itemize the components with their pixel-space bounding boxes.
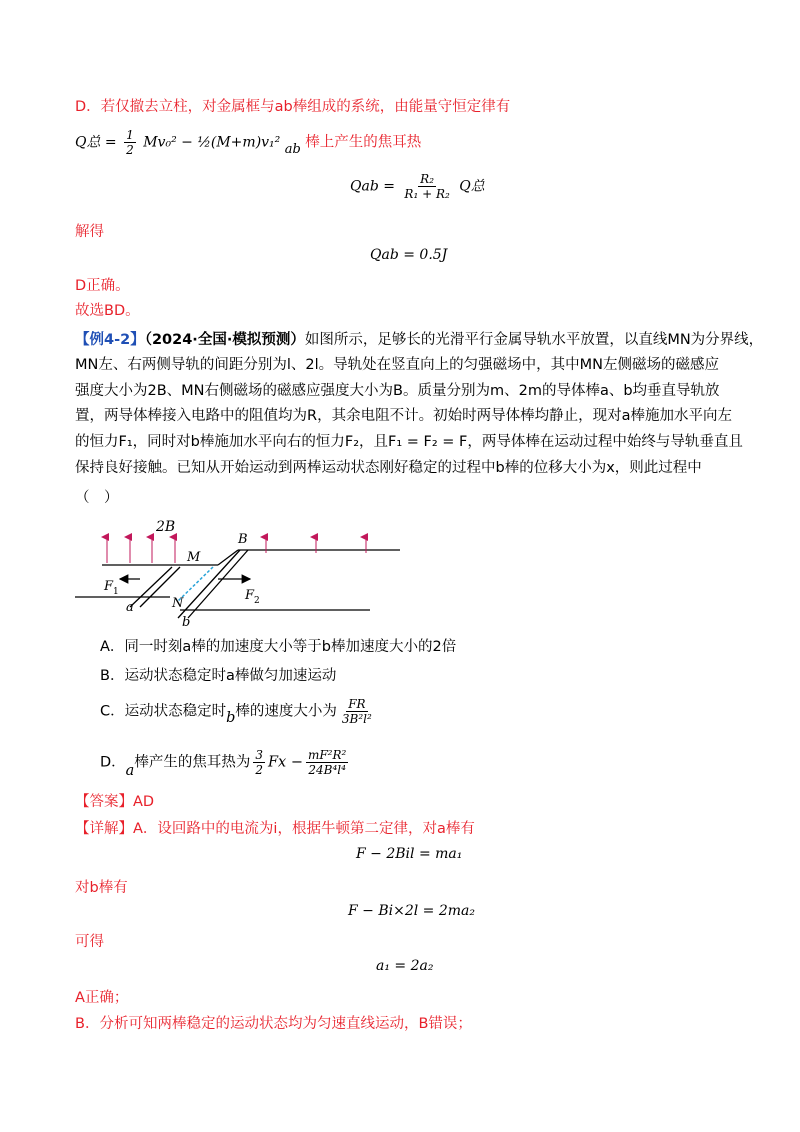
detail-a-line: 【详解】A．设回路中的电流为i，根据牛顿第二定律，对a棒有 bbox=[75, 821, 475, 837]
half-fraction: $\frac{1}{2}$ bbox=[126, 128, 134, 157]
label-f1-sub: 1 bbox=[113, 587, 119, 597]
option-b: B．运动状态稳定时a棒做匀加速运动 bbox=[100, 668, 337, 684]
equation-1: F − 2Bil = ma₁ bbox=[356, 846, 463, 862]
q-ab-value-equation: Qab = 0.5J bbox=[370, 247, 448, 263]
b-analysis-line: B．分析可知两棒稳定的运动状态均为匀速直线运动，B错误； bbox=[75, 1016, 472, 1032]
option-d-fraction1: $\frac{3}{2}$ bbox=[255, 748, 263, 777]
option-d-prefix: D． bbox=[100, 754, 126, 771]
example-text-line: MN左、右两侧导轨的间距分别为l、2l。导轨处在竖直向上的匀强磁场中，其中MN左侧磁场的磁感应 bbox=[75, 357, 719, 373]
label-a: a bbox=[126, 600, 134, 615]
example-tag: 【例4-2】 bbox=[75, 332, 145, 348]
option-d-mid2: Fx − bbox=[267, 754, 303, 771]
rod-a bbox=[130, 567, 172, 607]
label-f1: F bbox=[104, 579, 114, 594]
option-c-prefix: C．运动状态稳定时 bbox=[100, 703, 227, 720]
example-source: （2024·全国·模拟预测） bbox=[144, 332, 305, 348]
equation-3: a₁ = 2a₂ bbox=[376, 958, 434, 974]
d-correct-text: D正确。 bbox=[75, 278, 130, 294]
label-f2-sub: 2 bbox=[254, 596, 260, 606]
ab-var: ab bbox=[284, 141, 301, 157]
jiede-label: 解得 bbox=[75, 224, 104, 240]
q-ab-ratio-equation bbox=[350, 172, 485, 201]
option-c-fraction: $\frac{FR}{\text{3B²l²}}$ bbox=[341, 697, 372, 726]
for-b-line: 对b棒有 bbox=[75, 880, 128, 896]
q-total-rhs: Mv₀² − ½(M+m)v₁² bbox=[143, 134, 281, 151]
example-text-line: 强度大小为2B、MN右侧磁场的磁感应强度大小为B。质量分别为m、2m的导体棒a、b均垂直导轨放 bbox=[75, 383, 720, 399]
q-total-term: Q总 bbox=[459, 178, 485, 195]
kede-line: 可得 bbox=[75, 934, 104, 950]
label-b-field: B bbox=[238, 532, 248, 547]
rail-diagram bbox=[70, 515, 410, 630]
a-correct-line: A正确； bbox=[75, 990, 129, 1006]
q-ab-lhs: Qab = bbox=[350, 178, 395, 195]
joule-heat-text: 棒上产生的焦耳热 bbox=[305, 134, 422, 151]
label-2b: 2B bbox=[156, 519, 176, 535]
q-total-equation bbox=[75, 128, 421, 157]
option-c-var: b bbox=[226, 709, 236, 726]
label-b-rod: b bbox=[182, 615, 191, 630]
label-f2: F bbox=[245, 588, 255, 603]
label-n: N bbox=[172, 596, 184, 611]
answer-bracket: （ ） bbox=[75, 490, 119, 506]
example-text-line: 置，两导体棒接入电路中的阻值均为R，其余电阻不计。初始时两导体棒均静止，现对a棒施加水平向左 bbox=[75, 408, 732, 424]
option-d-mid: 棒产生的焦耳热为 bbox=[134, 754, 251, 771]
example-text-line: 保持良好接触。已知从开始运动到两棒运动状态刚好稳定的过程中b棒的位移大小为x，则此过程中 bbox=[75, 460, 702, 476]
option-d bbox=[100, 748, 351, 777]
label-m: M bbox=[187, 550, 201, 565]
option-d-fraction2: $\frac{\text{mF²R²}}{\text{24B⁴l⁴}}$ bbox=[307, 748, 347, 777]
q-total-lhs: Q总 = bbox=[75, 134, 117, 151]
option-c-mid: 棒的速度大小为 bbox=[235, 703, 337, 720]
q-ab-fraction: $\frac{\text{R₂}}{\text{R₁ + R₂}}$ bbox=[404, 172, 450, 201]
choose-bd-text: 故选BD。 bbox=[75, 303, 140, 319]
example-text-line: 的恒力F₁，同时对b棒施加水平向右的恒力F₂，且F₁ = F₂ = F，两导体棒在运动过程中始终与导轨垂直且 bbox=[75, 434, 743, 450]
option-a: A．同一时刻a棒的加速度大小等于b棒加速度大小的2倍 bbox=[100, 639, 457, 655]
equation-2: F − Bi×2l = 2ma₂ bbox=[348, 903, 475, 919]
d-statement-line: D．若仅撤去立柱，对金属框与ab棒组成的系统，由能量守恒定律有 bbox=[75, 99, 511, 115]
option-c bbox=[100, 697, 377, 726]
example-text-line: 如图所示，足够长的光滑平行金属导轨水平放置，以直线MN为分界线， bbox=[304, 332, 764, 348]
example-first-line bbox=[75, 330, 763, 350]
answer-label: 【答案】AD bbox=[75, 794, 155, 810]
option-d-var: a bbox=[125, 762, 135, 779]
